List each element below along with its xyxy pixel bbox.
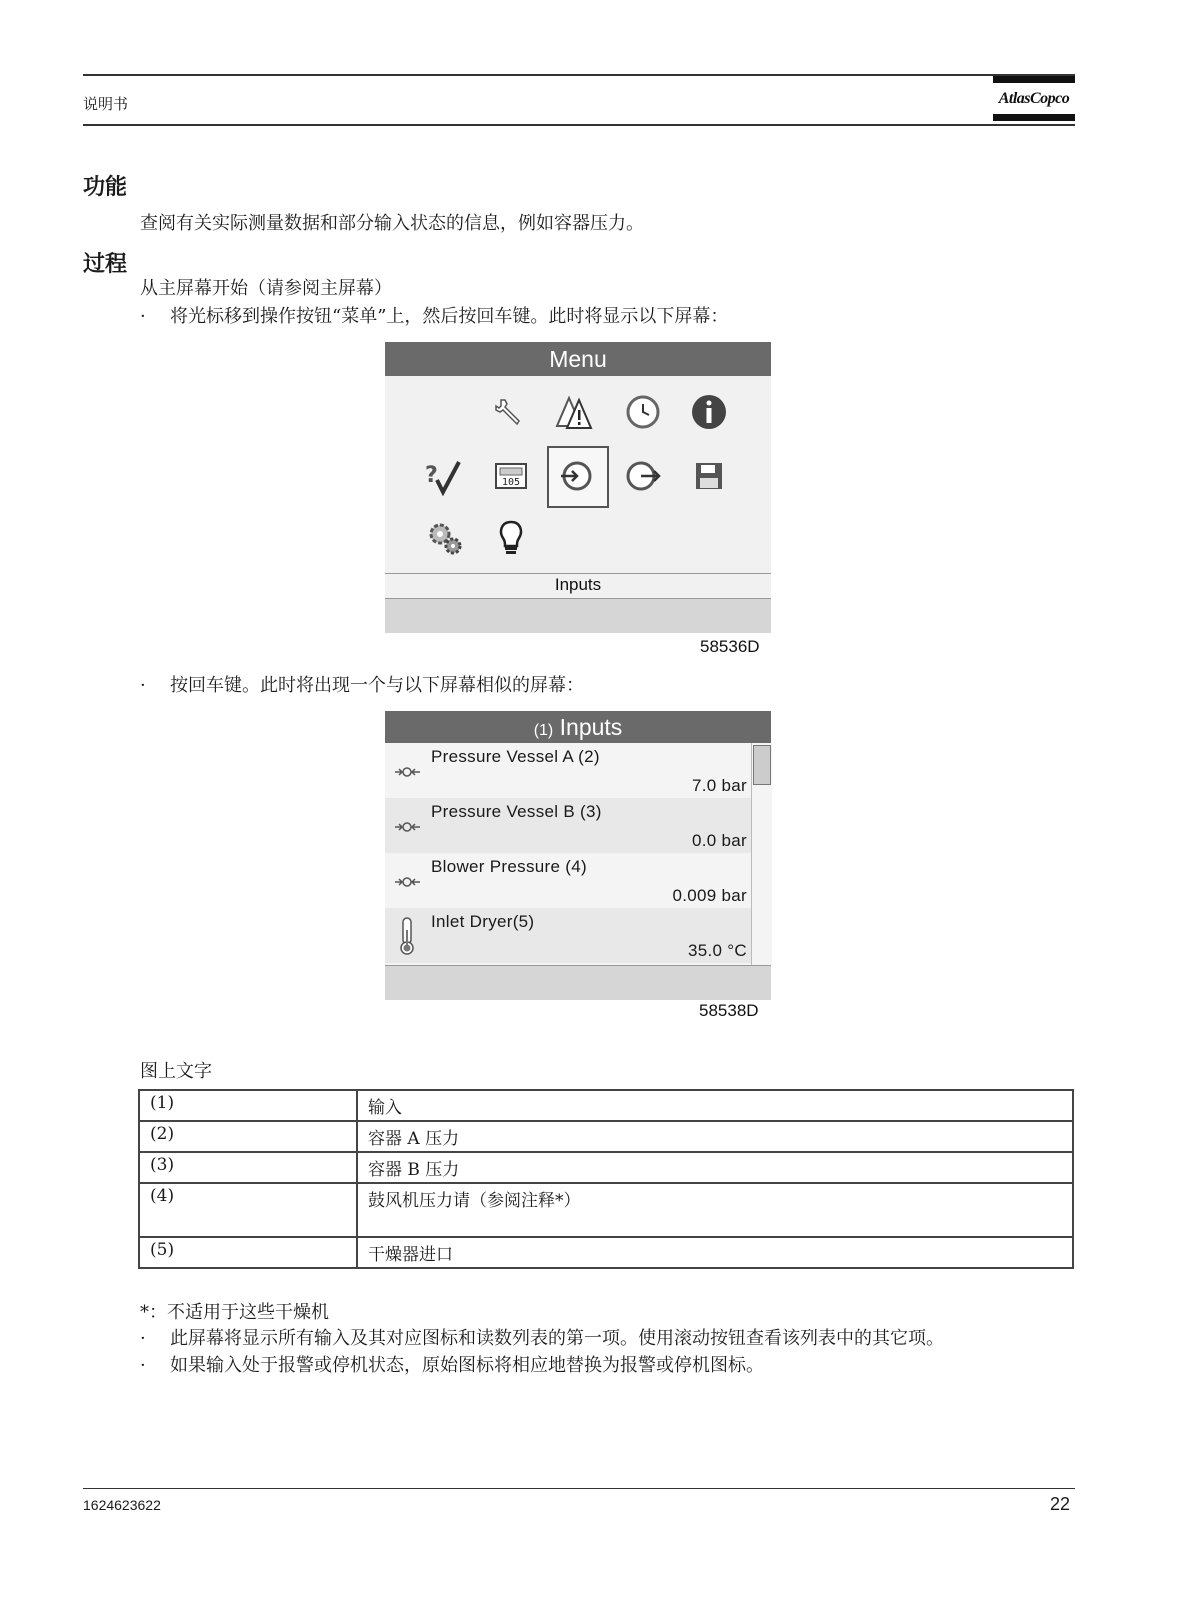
row-num: (2): [578, 747, 600, 766]
inputs-screen: [385, 711, 771, 999]
table-row: [139, 1237, 1073, 1268]
inputs-figure-id: 58538D: [699, 1001, 759, 1020]
info-icon[interactable]: [689, 392, 729, 432]
wrench-icon[interactable]: [491, 392, 531, 432]
list-item[interactable]: [385, 853, 751, 908]
doc-number: 1624623622: [83, 1497, 161, 1513]
row-num: (5): [512, 912, 535, 931]
legend-ref: (2): [139, 1121, 357, 1152]
footnote: *：不适用于这些干燥机: [140, 1302, 329, 1323]
menu-bottom-bar: [385, 598, 771, 633]
header-top-rule: [83, 74, 1075, 76]
row-label: Pressure Vessel A: [431, 747, 574, 766]
table-row: [139, 1121, 1073, 1152]
table-row: [139, 1183, 1073, 1237]
header-bottom-rule: [83, 124, 1075, 126]
legend-text: 干燥器进口: [357, 1237, 1073, 1268]
inputs-bottom-bar: [385, 965, 771, 1000]
inputs-titlebar: [385, 711, 771, 743]
function-text: 查阅有关实际测量数据和部分输入状态的信息，例如容器压力。: [140, 213, 644, 234]
table-row: [139, 1090, 1073, 1121]
row-label: Pressure Vessel B: [431, 802, 575, 821]
bullet-dot: ·: [140, 1328, 146, 1349]
list-item[interactable]: [385, 798, 751, 853]
row-label: Blower Pressure: [431, 857, 561, 876]
row-label: Inlet Dryer: [431, 912, 513, 931]
legend-text: 容器 A 压力: [357, 1121, 1073, 1152]
bullet-dot: ·: [140, 306, 146, 327]
counter-icon[interactable]: [491, 456, 531, 496]
inputs-title: Inputs: [559, 714, 623, 740]
warning-icon[interactable]: [555, 392, 595, 432]
menu-title: Menu: [385, 342, 771, 376]
lightbulb-icon[interactable]: [491, 518, 531, 558]
table-row: [139, 1152, 1073, 1183]
row-value: 0.0 bar: [691, 831, 747, 850]
atlas-copco-logo: [993, 76, 1075, 122]
list-item[interactable]: [385, 743, 751, 798]
save-icon[interactable]: [689, 456, 729, 496]
row-value: 0.009 bar: [672, 886, 747, 905]
list-item[interactable]: [385, 908, 751, 963]
menu-selected-caption: Inputs: [554, 575, 602, 594]
pressure-sensor-icon: [393, 820, 423, 834]
bullet-dot: ·: [140, 1355, 146, 1376]
inputs-title-num: (1): [533, 722, 554, 739]
legend-text: 鼓风机压力请（参阅注释*）: [357, 1183, 1073, 1237]
logo-top-bar: [993, 76, 1075, 83]
legend-text: 容器 B 压力: [357, 1152, 1073, 1183]
row-num: (3): [580, 802, 602, 821]
function-heading: 功能: [83, 175, 128, 200]
row-value: 35.0 °C: [688, 941, 747, 960]
thermometer-icon: [397, 916, 417, 956]
inputs-icon[interactable]: [557, 456, 597, 496]
svg-text:105: 105: [502, 477, 521, 488]
menu-caption-divider: [385, 573, 771, 574]
bullet-dot: ·: [140, 675, 146, 696]
pressure-sensor-icon: [393, 875, 423, 889]
procedure-heading: 过程: [83, 252, 128, 277]
clock-icon[interactable]: [623, 392, 663, 432]
settings-gears-icon[interactable]: [425, 518, 465, 558]
check-question-icon[interactable]: [423, 456, 463, 496]
menu-screen: [385, 342, 771, 632]
menu-figure-id: 58536D: [700, 637, 760, 656]
legend-table: [138, 1089, 1074, 1269]
pressure-sensor-icon: [393, 765, 423, 779]
legend-ref: (5): [139, 1237, 357, 1268]
outputs-icon[interactable]: [623, 456, 663, 496]
legend-text: 输入: [357, 1090, 1073, 1121]
page-number: 22: [1050, 1494, 1071, 1514]
scrollbar-track[interactable]: [751, 743, 772, 965]
step1-text: 将光标移到操作按钮“菜单”上，然后按回车键。此时将显示以下屏幕：: [170, 306, 729, 327]
logo-bottom-bar: [993, 114, 1075, 121]
footer-rule: [83, 1488, 1075, 1489]
logo-text: AtlasCopco: [998, 90, 1070, 107]
legend-title: 图上文字: [140, 1061, 212, 1082]
row-value: 7.0 bar: [691, 776, 747, 795]
header-label: 说明书: [83, 95, 129, 113]
svg-text:?: ?: [425, 463, 438, 488]
note1-text: 此屏幕将显示所有输入及其对应图标和读数列表的第一项。使用滚动按钮查看该列表中的其它项。: [170, 1328, 944, 1349]
step2-text: 按回车键。此时将出现一个与以下屏幕相似的屏幕：: [170, 675, 584, 696]
note2-text: 如果输入处于报警或停机状态，原始图标将相应地替换为报警或停机图标。: [170, 1355, 764, 1376]
legend-ref: (3): [139, 1152, 357, 1183]
row-num: (4): [565, 857, 587, 876]
scrollbar-thumb[interactable]: [753, 745, 771, 785]
procedure-intro: 从主屏幕开始（请参阅主屏幕）: [140, 278, 392, 299]
legend-ref: (4): [139, 1183, 357, 1237]
legend-ref: (1): [139, 1090, 357, 1121]
